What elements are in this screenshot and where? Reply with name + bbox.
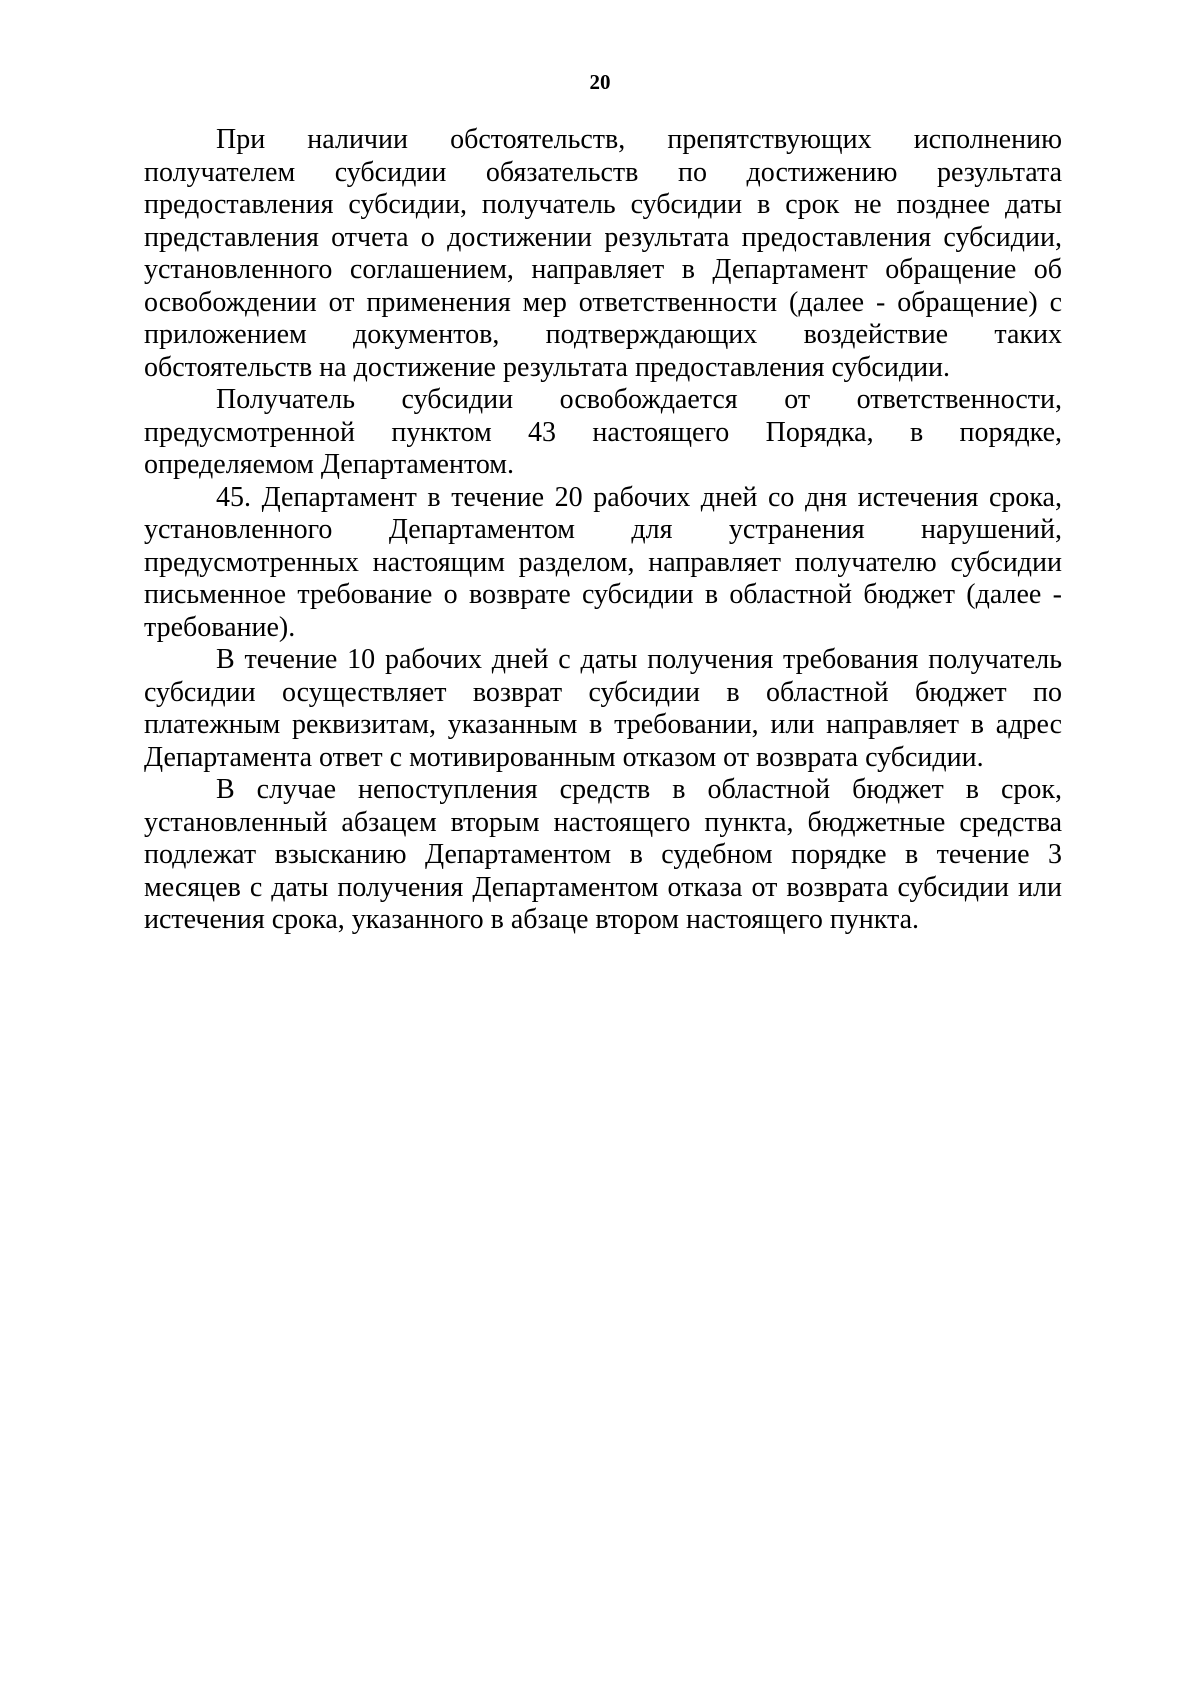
- paragraph-return-within-10-days: В течение 10 рабочих дней с даты получения требования получатель субсидии осуществляет возврат субсидии в областной бюджет по платежным реквизитам, указанным в требовании, или направляет в адрес Департамента ответ с мотивированным отказом от возврата субсидии.: [144, 644, 1062, 773]
- paragraph-circumstances: При наличии обстоятельств, препятствующих исполнению получателем субсидии обязательств по достижению результата предоставления субсидии, получатель субсидии в срок не позднее даты представления отчета о достижении результата предоставления субсидии, установленного соглашением, направляет в Департамент обращение об освобождении от применения мер ответственности (далее - обращение) с приложением документов, подтверждающих воздействие таких обстоятельств на достижение результата предоставления субсидии.: [144, 124, 1062, 383]
- page-number: 20: [589, 70, 611, 94]
- document-body: [144, 124, 1062, 937]
- paragraph-court-recovery: В случае непоступления средств в областной бюджет в срок, установленный абзацем вторым настоящего пункта, бюджетные средства подлежат взысканию Департаментом в судебном порядке в течение 3 месяцев с даты получения Департаментом отказа от возврата субсидии или истечения срока, указанного в абзаце втором настоящего пункта.: [144, 774, 1062, 935]
- paragraph-release-from-liability: Получатель субсидии освобождается от ответственности, предусмотренной пунктом 43 настоящего Порядка, в порядке, определяемом Департаментом.: [144, 384, 1062, 480]
- paragraph-item-45: 45. Департамент в течение 20 рабочих дней со дня истечения срока, установленного Департаментом для устранения нарушений, предусмотренных настоящим разделом, направляет получателю субсидии письменное требование о возврате субсидии в областной бюджет (далее - требование).: [144, 481, 1062, 643]
